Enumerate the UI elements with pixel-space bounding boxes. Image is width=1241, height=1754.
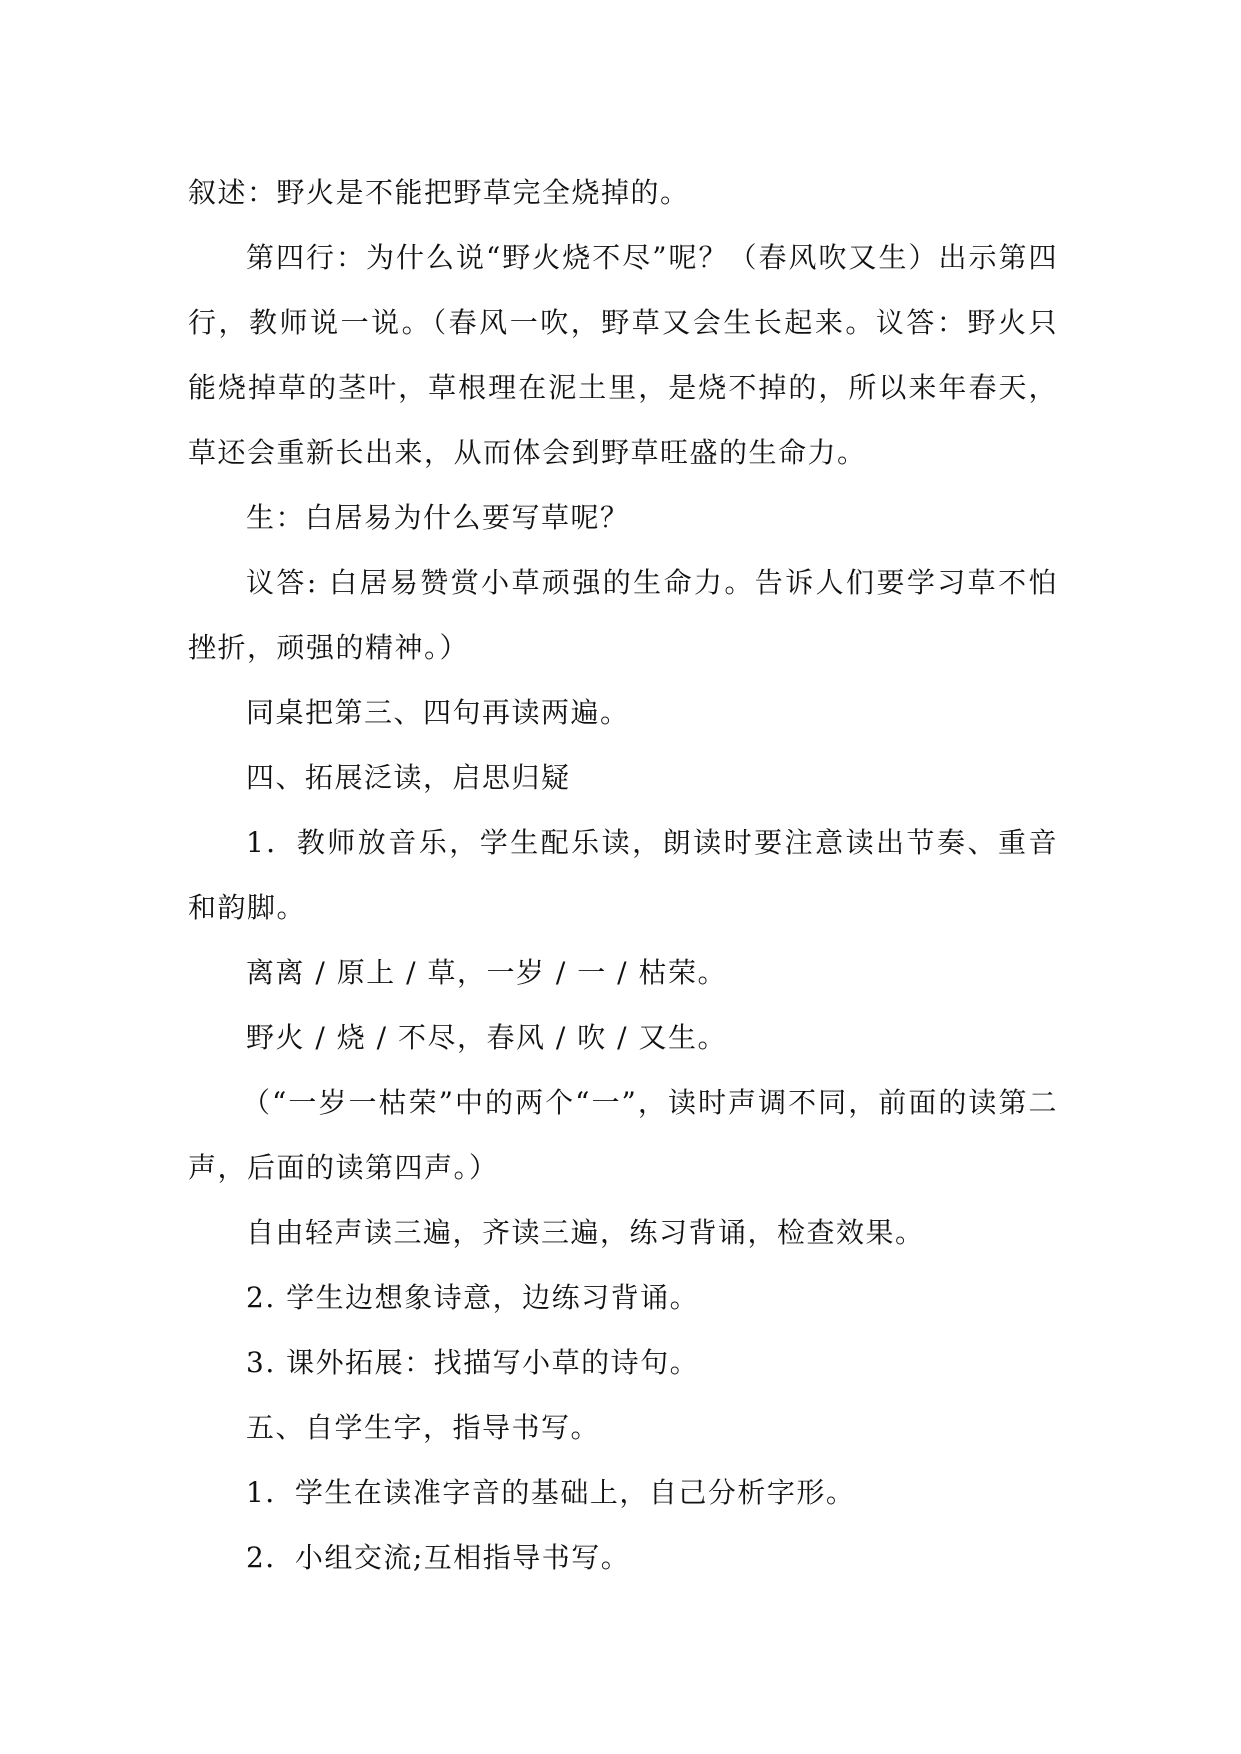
paragraph-fourth-line: 第四行：为什么说“野火烧不尽”呢？（春风吹又生）出示第四行，教师说一说。（春风一吹，野草又会生长起来。议答：野火只能烧掉草的茎叶，草根理在泥土里，是烧不掉的，所以来年春天，草还会重新长出来，从而体会到野草旺盛的生命力。 <box>188 241 1058 469</box>
poem-line-2: 野火 / 烧 / 不尽，春风 / 吹 / 又生。 <box>246 1021 727 1054</box>
section-heading-self-study: 五、自学生字，指导书写。 <box>246 1411 601 1444</box>
paragraph-narration: 叙述：野火是不能把野草完全烧掉的。 <box>188 176 690 209</box>
list-item-music-reading: 1．教师放音乐，学生配乐读，朗读时要注意读出节奏、重音和韵脚。 <box>188 826 1058 924</box>
paragraph-discussion-answer: 议答: 白居易赞赏小草顽强的生命力。告诉人们要学习草不怕挫折，顽强的精神。） <box>188 566 1058 664</box>
section-heading-extended-reading: 四、拓展泛读，启思归疑 <box>246 761 571 794</box>
paragraph-free-reading: 自由轻声读三遍，齐读三遍，练习背诵，检查效果。 <box>246 1216 925 1249</box>
list-item-analyze-shape: 1．学生在读准字音的基础上，自己分析字形。 <box>246 1476 856 1509</box>
paragraph-student-question: 生：白居易为什么要写草呢？ <box>246 501 630 534</box>
list-item-imagine-recite: 2. 学生边想象诗意，边练习背诵。 <box>246 1281 700 1314</box>
poem-line-1: 离离 / 原上 / 草，一岁 / 一 / 枯荣。 <box>246 956 727 989</box>
paragraph-desk-mate-reading: 同桌把第三、四句再读两遍。 <box>246 696 630 729</box>
list-item-extension: 3. 课外拓展：找描写小草的诗句。 <box>246 1346 700 1379</box>
document-body <box>188 160 1058 1590</box>
list-item-group-exchange: 2．小组交流;互相指导书写。 <box>246 1541 631 1574</box>
paragraph-tone-note: （“一岁一枯荣”中的两个“一”，读时声调不同，前面的读第二声，后面的读第四声。） <box>188 1086 1058 1184</box>
